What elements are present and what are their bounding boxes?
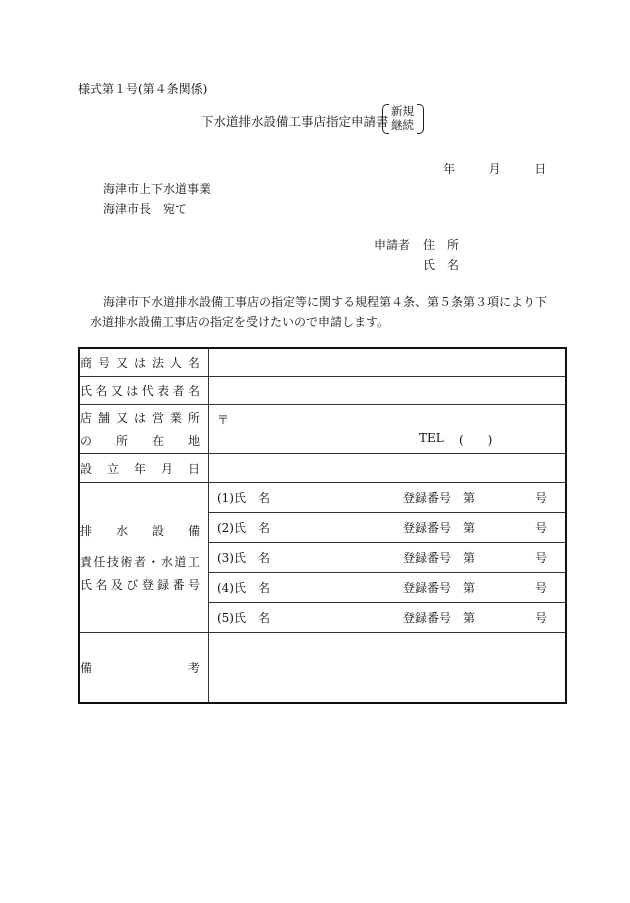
document-title: 下水道排水設備工事店指定申請書 <box>201 114 389 129</box>
engineer-label-line3: 氏 名 及 び 登 録 番 号 <box>80 578 200 592</box>
engineer-label-line2: 責 任 技 術 者 ・ 水 道 工 <box>80 555 200 569</box>
engineer-row-1[interactable] <box>208 483 566 513</box>
remarks-field[interactable] <box>208 633 566 704</box>
trade-name-field[interactable] <box>208 348 566 377</box>
application-type-brace <box>382 104 424 134</box>
type-new: 新規 <box>391 104 414 118</box>
dai-label: 第 <box>462 491 475 505</box>
application-table <box>78 347 567 704</box>
established-text: 設 立 年 月 日 <box>80 461 200 476</box>
rep-name-label <box>79 377 208 405</box>
established-label <box>79 454 208 483</box>
go-label: 号 <box>534 581 547 595</box>
remarks-label <box>79 633 208 704</box>
dai-label: 第 <box>462 581 475 595</box>
engineer-name-label: (5)氏 名 <box>216 611 270 625</box>
tel-parens: ( ) <box>458 433 493 447</box>
tel-label: TEL <box>418 431 444 445</box>
date-day: 日 <box>534 162 547 176</box>
applicant-address-label: 住 所 <box>423 238 460 252</box>
engineer-name-label: (2)氏 名 <box>216 521 270 535</box>
go-label: 号 <box>534 551 547 565</box>
recipient-line2: 海津市長 宛て <box>103 202 188 216</box>
applicant-label: 申請者 <box>374 238 411 252</box>
location-label <box>79 405 208 454</box>
dai-label: 第 <box>462 551 475 565</box>
engineer-label <box>79 483 208 633</box>
dai-label: 第 <box>462 611 475 625</box>
established-field[interactable] <box>208 454 566 483</box>
date-year: 年 <box>443 162 456 176</box>
engineer-name-label: (4)氏 名 <box>216 581 270 595</box>
engineer-row-3[interactable] <box>208 543 566 573</box>
body-text-line1: 海津市下水道排水設備工事店の指定等に関する規程第４条、第５条第３項により下 <box>103 295 548 309</box>
registration-number-label: 登録番号 <box>402 581 451 595</box>
engineer-name-label: (3)氏 名 <box>216 551 270 565</box>
postal-mark: 〒 <box>216 413 229 427</box>
applicant-name-label: 氏 名 <box>423 258 460 272</box>
engineer-row-5[interactable] <box>208 603 566 633</box>
location-label-line1: 店 舗 又 は 営 業 所 <box>80 411 200 425</box>
location-label-line2: の 所 在 地 <box>80 434 200 448</box>
date-month: 月 <box>488 162 501 176</box>
go-label: 号 <box>534 491 547 505</box>
rep-name-field[interactable] <box>208 377 566 405</box>
location-field[interactable] <box>208 405 566 454</box>
go-label: 号 <box>534 611 547 625</box>
engineer-label-line1: 排 水 設 備 <box>80 524 200 538</box>
recipient-line1: 海津市上下水道事業 <box>103 182 212 196</box>
remarks-text: 備 考 <box>80 661 200 675</box>
registration-number-label: 登録番号 <box>402 491 451 505</box>
date-line <box>443 160 546 177</box>
dai-label: 第 <box>462 521 475 535</box>
go-label: 号 <box>534 521 547 535</box>
trade-name-text: 商 号 又 は 法 人 名 <box>80 356 200 370</box>
engineer-row-4[interactable] <box>208 573 566 603</box>
engineer-name-label: (1)氏 名 <box>216 491 270 505</box>
type-continue: 継続 <box>391 118 414 132</box>
rep-name-text: 氏 名 又 は 代 表 者 名 <box>80 384 200 398</box>
registration-number-label: 登録番号 <box>402 551 451 565</box>
engineer-row-2[interactable] <box>208 513 566 543</box>
body-text-line2: 水道排水設備工事店の指定を受けたいので申請します。 <box>90 315 390 329</box>
form-number: 様式第１号(第４条関係) <box>78 82 208 96</box>
trade-name-label <box>79 348 208 377</box>
registration-number-label: 登録番号 <box>402 611 451 625</box>
registration-number-label: 登録番号 <box>402 521 451 535</box>
